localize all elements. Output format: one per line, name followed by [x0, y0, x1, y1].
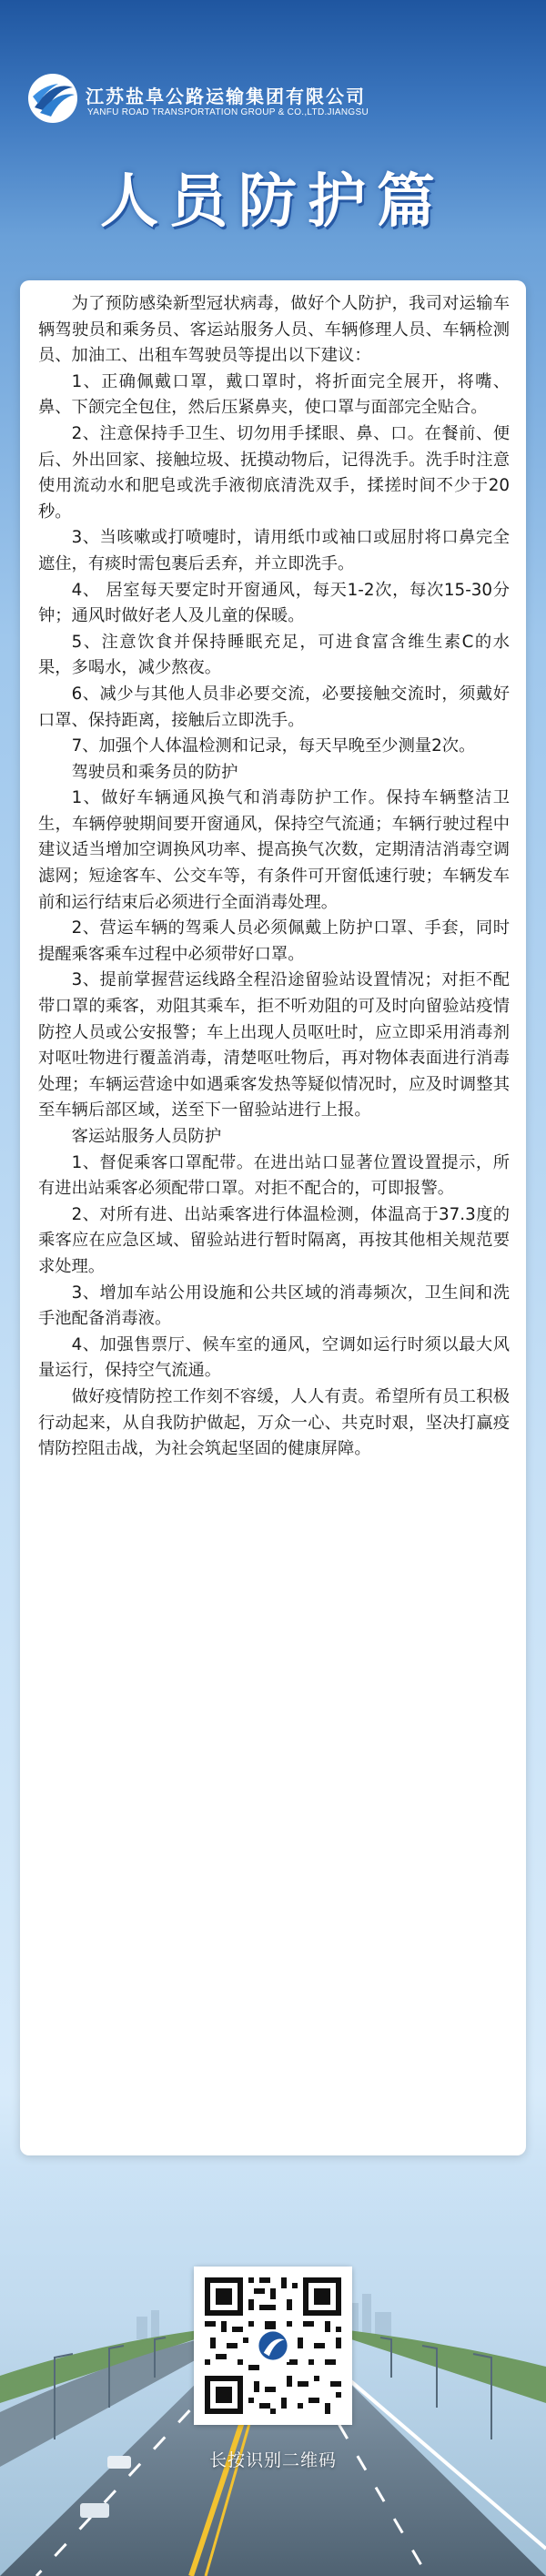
paragraph: 2、注意保持手卫生、切勿用手揉眼、鼻、口。在餐前、便后、外出回家、接触垃圾、抚摸动物后，记得洗手。洗手时注意使用流动水和肥皂或洗手液彻底清洗双手，揉搓时间不少于20秒。: [38, 423, 510, 522]
paragraph: 3、当咳嗽或打喷嚏时，请用纸巾或袖口或屈肘将口鼻完全遮住，有痰时需包裹后丢弃，并立即洗手。: [38, 528, 510, 573]
company-name-cn: 江苏盐阜公路运输集团有限公司: [86, 86, 366, 107]
paragraph: 7、加强个人体温检测和记录，每天早晚至少测量2次。: [71, 736, 476, 756]
section-heading-drivers: 驾驶员和乘务员的防护: [71, 762, 238, 782]
page-title: 人员防护篇: [100, 168, 446, 236]
paragraph: 3、提前掌握营运线路全程沿途留验站设置情况；对拒不配带口罩的乘客，劝阻其乘车，拒不听劝阻的可及时向留验站疫情防控人员或公安报警；车上出现人员呕吐时，应立即采用消毒剂对呕吐物进行覆盖消毒，清楚呕吐物后，再对物体表面进行消毒处理；车辆运营途中如遇乘客发热等疑似情况时，应及时调整其至车辆后部区域，送至下一留验站进行上报。: [38, 970, 510, 1121]
qr-caption: 长按识别二维码: [208, 2450, 337, 2470]
paragraph: 4、 居室每天要定时开窗通风，每天1-2次，每次15-30分钟；通风时做好老人及儿童的保暖。: [38, 580, 510, 626]
paragraph-closing: 做好疫情防控工作刻不容缓，人人有责。希望所有员工积极行动起来，从自我防护做起，万众一心、共克时艰，坚决打赢疫情防控阻击战，为社会筑起坚固的健康屏障。: [38, 1386, 510, 1459]
paragraph: 2、营运车辆的驾乘人员必须佩戴上防护口罩、手套，同时提醒乘客乘车过程中必须带好口罩。: [38, 918, 510, 964]
paragraph-intro: 为了预防感染新型冠状病毒，做好个人防护，我司对运输车辆驾驶员和乘务员、客运站服务人员、车辆修理人员、车辆检测员、加油工、出租车驾驶员等提出以下建议：: [38, 294, 510, 366]
paragraph: 3、增加车站公用设施和公共区域的消毒频次，卫生间和洗手池配备消毒液。: [38, 1283, 510, 1329]
paragraph: 6、减少与其他人员非必要交流，必要接触交流时，须戴好口罩、保持距离，接触后立即洗手。: [38, 684, 510, 730]
paragraph: 5、注意饮食并保持睡眠充足，可进食富含维生素C的水果，多喝水，减少熬夜。: [38, 632, 510, 678]
paragraph: 4、加强售票厅、候车室的通风，空调如运行时须以最大风量运行，保持空气流通。: [38, 1334, 510, 1381]
article-body: [38, 291, 510, 1463]
qr-code[interactable]: [194, 2267, 352, 2425]
section-heading-station-staff: 客运站服务人员防护: [71, 1127, 222, 1146]
paragraph: 1、做好车辆通风换气和消毒防护工作。保持车辆整洁卫生，车辆停驶期间要开窗通风，保持空气流通；车辆行驶过程中建议适当增加空调换风功率、提高换气次数，定期清洁消毒空调滤网；短途客车、公交车等，有条件可开窗低速行驶；车辆发车前和运行结束后必须进行全面消毒处理。: [38, 788, 510, 912]
paragraph: 2、对所有进、出站乘客进行体温检测，体温高于37.3度的乘客应在应急区域、留验站进行暂时隔离，再按其他相关规范要求处理。: [38, 1204, 510, 1276]
company-name-en: YANFU ROAD TRANSPORTATION GROUP & CO.,LTD.JIANGSU: [87, 107, 369, 117]
paragraph: 1、督促乘客口罩配带。在进出站口显著位置设置提示，所有进出站乘客必须配带口罩。对拒不配合的，可即报警。: [38, 1152, 510, 1199]
qr-code-icon: [194, 2267, 352, 2425]
paragraph: 1、正确佩戴口罩，戴口罩时，将折面完全展开，将嘴、鼻、下颌完全包住，然后压紧鼻夹，使口罩与面部完全贴合。: [38, 371, 510, 418]
yanfu-logo-icon: [25, 71, 80, 126]
